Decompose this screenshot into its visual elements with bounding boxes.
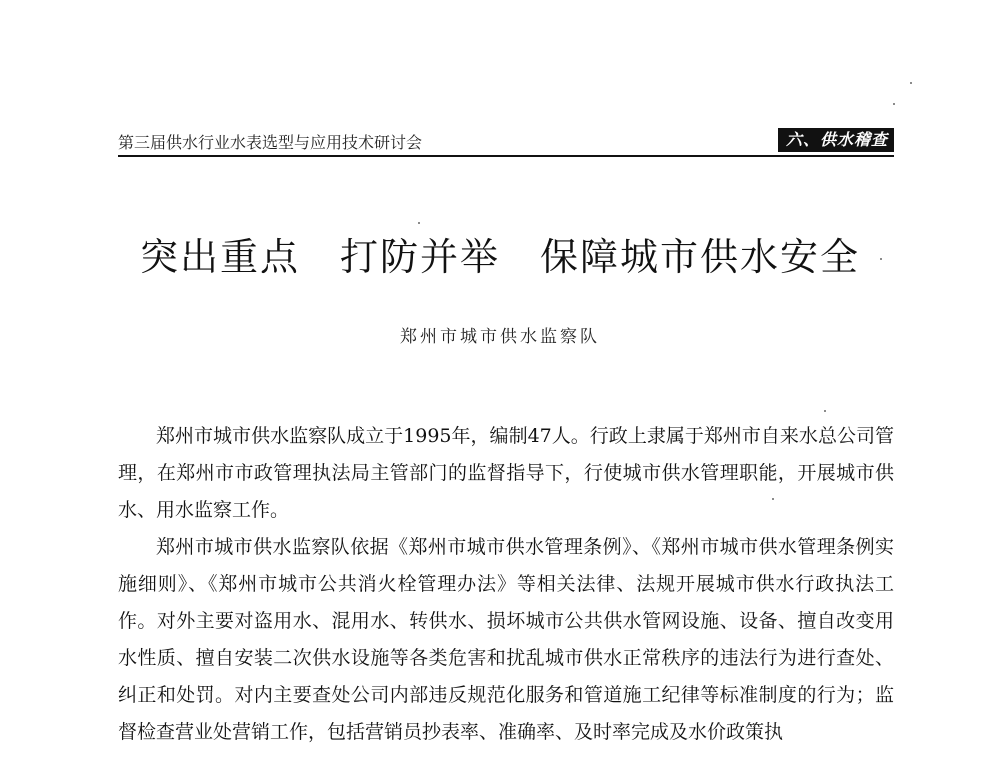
article-author: 郑州市城市供水监察队 (400, 327, 600, 347)
article-body (118, 418, 894, 751)
running-header (118, 128, 894, 154)
scan-speck (880, 258, 882, 260)
journal-name: 第三届供水行业水表选型与应用技术研讨会 (118, 133, 423, 152)
scan-speck (772, 498, 774, 500)
scan-speck (893, 103, 895, 105)
section-tag: 六、供水稽查 (778, 128, 894, 152)
header-divider (118, 155, 894, 157)
article-title: 突出重点 打防并举 保障城市供水安全 (139, 235, 860, 279)
body-paragraph-1: 郑州市城市供水监察队成立于1995年，编制47人。行政上隶属于郑州市自来水总公司管理，在郑州市市政管理执法局主管部门的监督指导下，行使城市供水管理职能，开展城市供水、用水监察工作。 (118, 425, 894, 521)
scan-speck (910, 82, 912, 84)
scan-speck (824, 410, 826, 412)
scan-speck (418, 222, 420, 224)
body-paragraph-2: 郑州市城市供水监察队依据《郑州市城市供水管理条例》、《郑州市城市供水管理条例实施细则》、《郑州市城市公共消火栓管理办法》等相关法律、法规开展城市供水行政执法工作。对外主要对盗用水、混用水、转供水、损坏城市公共供水管网设施、设备、擅自改变用水性质、擅自安装二次供水设施等各类危害和扰乱城市供水正常秩序的违法行为进行查处、纠正和处罚。对内主要查处公司内部违反规范化服务和管道施工纪律等标准制度的行为；监督检查营业处营销工作，包括营销员抄表率、准确率、及时率完成及水价政策执 (118, 536, 894, 743)
